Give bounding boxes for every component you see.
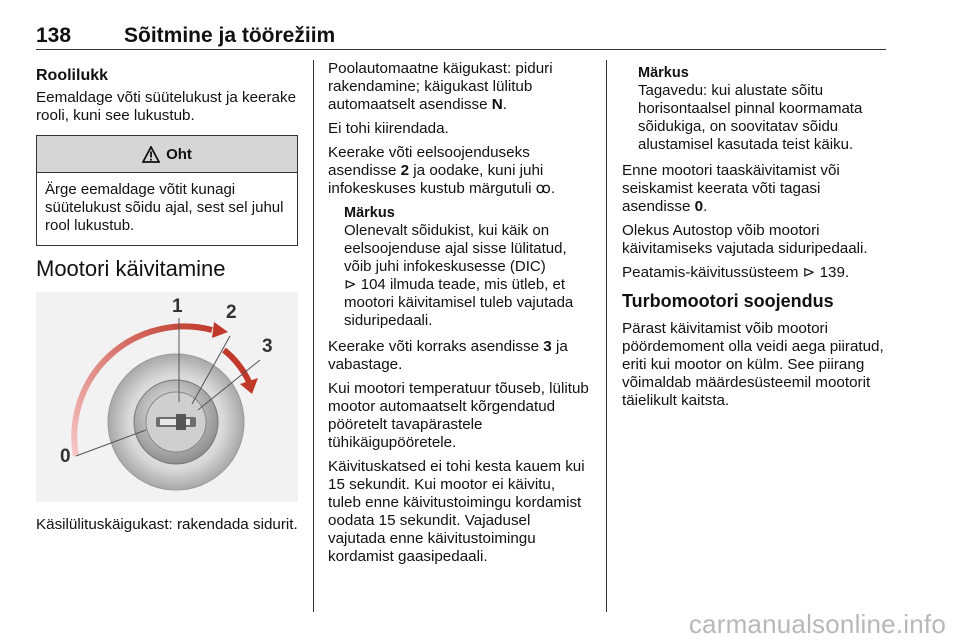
page-ref-arrow-icon: ⊳ [802,264,816,281]
turbo-warmup-heading: Turbomootori soojendus [622,291,834,311]
gear-position-n: N [491,96,503,113]
steering-lock-heading: Roolilukk [36,67,109,84]
text-run: . [844,264,850,281]
paragraph [622,162,888,216]
page-reference[interactable]: 104 [360,276,386,293]
note-text: Tagavedu: kui alustate sõitu horisontaalsel pinnal koormamata sõidukiga, on soovitatav sõidu alustamisel kasutada teist käiku. [638,82,863,153]
paragraph [328,60,590,114]
page-reference[interactable]: 139 [819,264,845,281]
text-run: ilmuda teade, mis ütleb, et mootori käivitamisel tuleb vajutada siduripedaali. [344,276,574,329]
steering-lock-text: Eemaldage võti süütelukust ja keerake rooli, kuni see lukustub. [36,89,297,124]
text-run: Olenevalt sõidukist, kui käik on eelsoojenduse ajal sisse lülitatud, võib juhi infokeskusesse (DIC) [344,222,567,275]
position-label-3: 3 [262,336,273,357]
paragraph: Pärast käivitamist võib mootori pöördemoment olla veidi aega piiratud, eriti kui mootor on külm. See piirang võimaldab määrdesüsteemil mootorit täielikult kaitsta. [622,320,884,409]
paragraph: Olekus Autostop võib mootori käivitamiseks vajutada siduripedaali. [622,222,868,257]
page-number: 138 [36,24,72,47]
column-divider [313,60,314,612]
text-run: . [550,180,556,197]
note-title: Märkus [344,205,395,221]
paragraph [328,144,590,198]
paragraph [328,338,590,374]
position-label-1: 1 [172,296,183,317]
note-box [622,64,888,154]
key-position: 2 [400,162,410,179]
page-header [36,24,926,50]
text-run: Enne mootori taaskäivitamist või seiskamist keerata võti tagasi asendisse [622,162,840,215]
text-run: . [703,198,708,215]
key-position: 3 [543,338,552,355]
warning-header [37,136,297,173]
paragraph: Ei tohi kiirendada. [328,120,449,137]
position-label-0: 0 [60,446,71,467]
text-run: Keerake võti korraks asendisse [328,338,544,355]
figure-caption: Käsilülituskäigukast: rakendada sidurit. [36,516,298,533]
column-divider [606,60,607,612]
ignition-switch-figure [36,292,298,502]
position-label-2: 2 [226,302,237,323]
key-position: 0 [694,198,704,215]
watermark: carmanualsonline.info [688,609,946,639]
warning-triangle-icon [142,146,160,163]
note-text [344,222,590,330]
page-ref-arrow-icon: ⊳ [344,276,357,293]
paragraph: Kui mootori temperatuur tõuseb, lülitub mootor automaatselt kõrgendatud pööretelt tavapärastele tühikäigupööretele. [328,380,589,451]
column-2 [328,60,590,572]
text-run: ja oodake, kuni juhi infokeskuses kustub märgutuli [328,162,544,197]
note-box [328,204,590,330]
paragraph [622,264,888,282]
header-rule [36,49,886,50]
column-1 [36,60,298,540]
chapter-title: Sõitmine ja töörežiim [124,24,336,47]
text-run: ja vabastage. [328,338,568,373]
text-run: Keerake võti eelsoojenduseks asendisse [328,144,530,179]
text-run: Poolautomaatne käigukast: piduri rakendamine; käigukast lülitub automaatselt asendisse [328,60,553,113]
text-run: Peatamis-käivitussüsteem [622,264,803,281]
warning-title: Oht [166,145,192,163]
ignition-switch-illustration [36,292,298,502]
warning-text: Ärge eemaldage võtit kunagi süütelukust sõidu ajal, sest sel juhul rool lukustub. [45,181,284,234]
engine-start-heading: Mootori käivitamine [36,256,226,281]
text-run: . [502,96,507,113]
paragraph: Käivituskatsed ei tohi kesta kauem kui 15 sekundit. Kui mootor ei käivitu, tuleb enne käivitustoimingu kordamist oodata 15 sekundit. Vajadusel vajutada enne käivitustoimingu kordamist gaasipedaali. [328,458,585,565]
note-title: Märkus [638,65,689,81]
warning-box [36,135,298,246]
glow-plug-icon: ꝏ [535,180,551,197]
column-3 [622,60,888,416]
